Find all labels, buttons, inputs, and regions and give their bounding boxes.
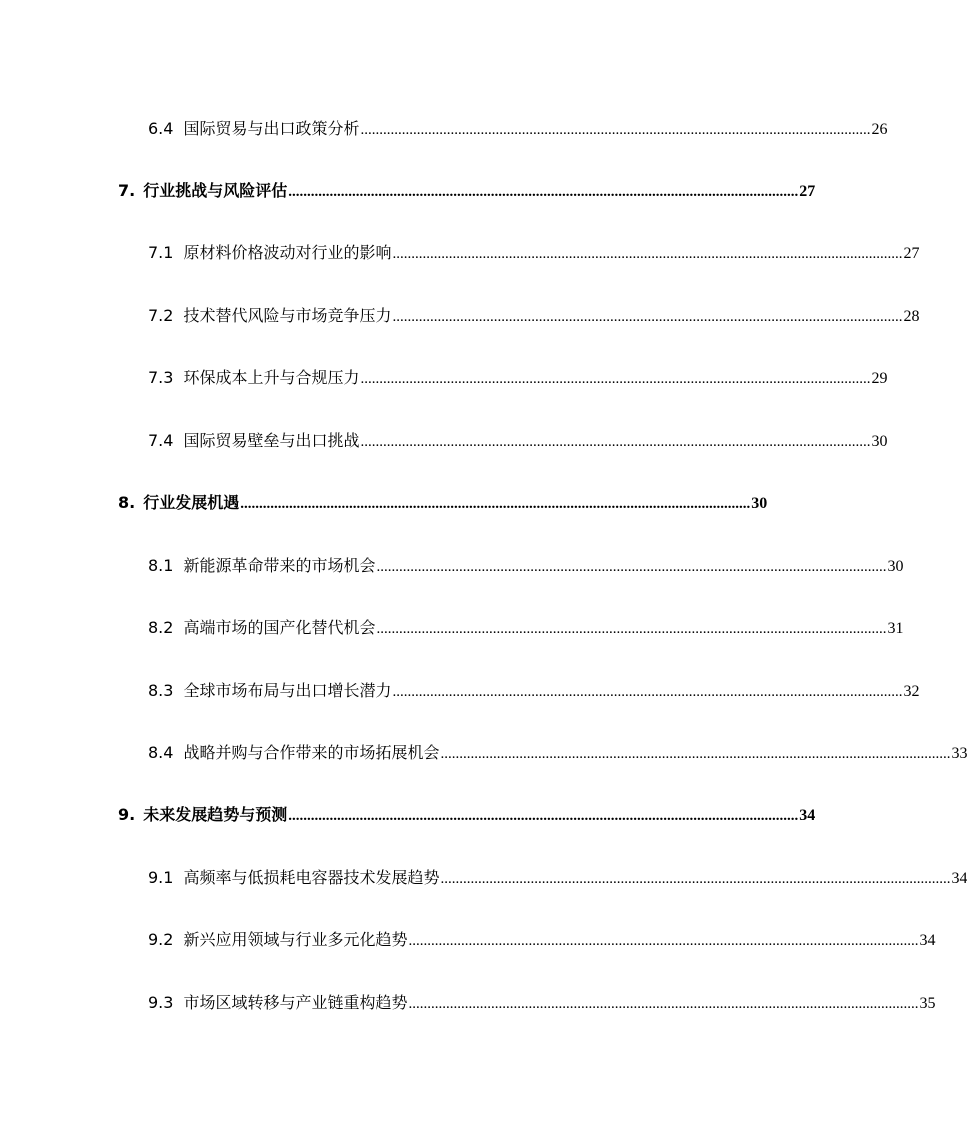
- toc-entry-9-3[interactable]: [148, 991, 936, 1015]
- toc-entry-8[interactable]: [118, 491, 768, 515]
- toc-entry-title: 行业发展机遇: [143, 493, 240, 512]
- toc-entry-number: 9.2: [148, 930, 174, 949]
- toc-entry-title: 战略并购与合作带来的市场拓展机会: [183, 743, 440, 762]
- toc-entry-title: 国际贸易与出口政策分析: [183, 119, 360, 138]
- toc-entry-page: 27: [903, 245, 920, 262]
- toc-entry-page: 26: [871, 121, 888, 138]
- toc-entry-7-4[interactable]: [148, 429, 888, 453]
- toc-entry-number: 7.1: [148, 243, 174, 262]
- toc-entry-title: 市场区域转移与产业链重构趋势: [183, 993, 408, 1012]
- toc-entry-number: 7.4: [148, 431, 174, 450]
- toc-entry-page: 35: [919, 995, 936, 1012]
- toc-entry-title: 高端市场的国产化替代机会: [183, 618, 376, 637]
- toc-entry-number: 8.: [118, 493, 136, 512]
- dot-leader: ........................................................................................................................................: [288, 184, 799, 200]
- toc-entry-number: 9.3: [148, 993, 174, 1012]
- toc-entry-number: 8.2: [148, 618, 174, 637]
- toc-entry-title: 新兴应用领域与行业多元化趋势: [183, 930, 408, 949]
- dot-leader: ........................................................................................................................................: [392, 684, 903, 700]
- toc-entry-number: 9.: [118, 805, 136, 824]
- toc-entry-number: 7.: [118, 181, 136, 200]
- toc-entry-number: 9.1: [148, 868, 174, 887]
- toc-entry-9-2[interactable]: [148, 928, 936, 952]
- toc-entry-page: 34: [919, 932, 936, 949]
- toc-entry-9[interactable]: [118, 803, 816, 827]
- dot-leader: ........................................................................................................................................: [408, 933, 919, 949]
- toc-entry-title: 全球市场布局与出口增长潜力: [183, 681, 392, 700]
- toc-entry-8-1[interactable]: [148, 554, 904, 578]
- toc-entry-9-1[interactable]: [148, 866, 967, 890]
- toc-entry-page: 32: [903, 683, 920, 700]
- toc-entry-number: 6.4: [148, 119, 174, 138]
- toc-entry-page: 34: [799, 807, 816, 824]
- toc-entry-6-4[interactable]: [148, 117, 888, 141]
- toc-entry-8-4[interactable]: [148, 741, 967, 765]
- dot-leader: ........................................................................................................................................: [288, 808, 799, 824]
- dot-leader: ........................................................................................................................................: [392, 246, 903, 262]
- dot-leader: ........................................................................................................................................: [440, 746, 951, 762]
- dot-leader: ........................................................................................................................................: [360, 434, 871, 450]
- toc-entry-page: 29: [871, 370, 888, 387]
- toc-entry-7-3[interactable]: [148, 366, 888, 390]
- dot-leader: ........................................................................................................................................: [392, 309, 903, 325]
- toc-entry-page: 31: [887, 620, 904, 637]
- toc-entry-page: 27: [799, 183, 816, 200]
- toc-entry-7[interactable]: [118, 179, 816, 203]
- toc-entry-page: 28: [903, 308, 920, 325]
- toc-entry-title: 未来发展趋势与预测: [143, 805, 288, 824]
- toc-entry-number: 7.2: [148, 306, 174, 325]
- toc-entry-title: 高频率与低损耗电容器技术发展趋势: [183, 868, 440, 887]
- toc-entry-number: 8.3: [148, 681, 174, 700]
- toc-entry-page: 33: [951, 745, 967, 762]
- dot-leader: ........................................................................................................................................: [440, 871, 951, 887]
- dot-leader: ........................................................................................................................................: [240, 496, 751, 512]
- toc-entry-title: 原材料价格波动对行业的影响: [183, 243, 392, 262]
- toc-entry-number: 8.1: [148, 556, 174, 575]
- dot-leader: ........................................................................................................................................: [376, 621, 887, 637]
- toc-entry-title: 国际贸易壁垒与出口挑战: [183, 431, 360, 450]
- toc-entry-title: 行业挑战与风险评估: [143, 181, 288, 200]
- toc-entry-page: 30: [871, 433, 888, 450]
- toc-entry-page: 34: [951, 870, 967, 887]
- dot-leader: ........................................................................................................................................: [408, 996, 919, 1012]
- dot-leader: ........................................................................................................................................: [376, 559, 887, 575]
- toc-entry-7-1[interactable]: [148, 241, 920, 265]
- toc-entry-title: 环保成本上升与合规压力: [183, 368, 360, 387]
- toc-entry-title: 新能源革命带来的市场机会: [183, 556, 376, 575]
- dot-leader: ........................................................................................................................................: [360, 371, 871, 387]
- toc-entry-7-2[interactable]: [148, 304, 920, 328]
- toc-entry-page: 30: [887, 558, 904, 575]
- toc-entry-title: 技术替代风险与市场竞争压力: [183, 306, 392, 325]
- dot-leader: ........................................................................................................................................: [360, 122, 871, 138]
- toc-entry-page: 30: [751, 495, 768, 512]
- toc-entry-number: 8.4: [148, 743, 174, 762]
- toc-entry-number: 7.3: [148, 368, 174, 387]
- toc-entry-8-3[interactable]: [148, 679, 920, 703]
- toc-entry-8-2[interactable]: [148, 616, 904, 640]
